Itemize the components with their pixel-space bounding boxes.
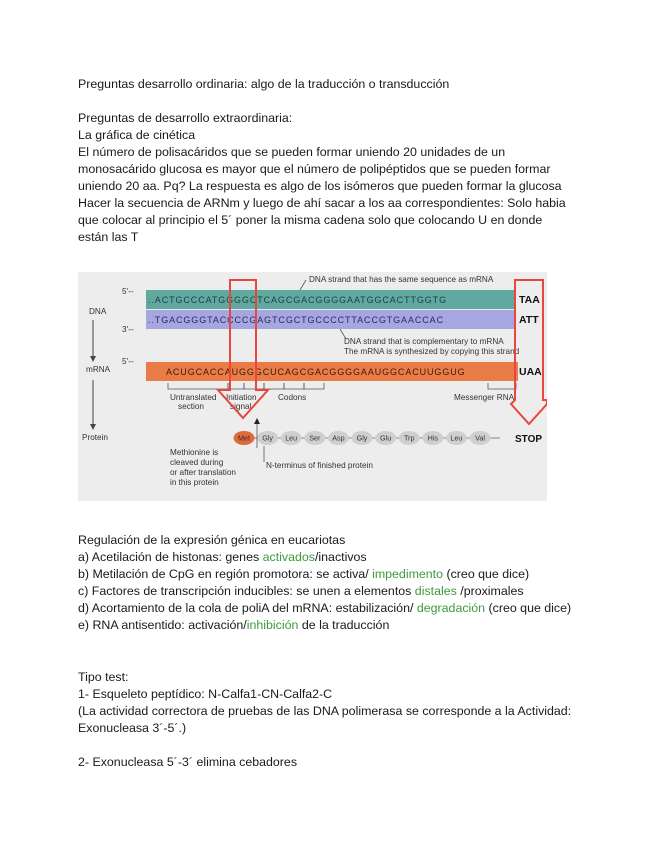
initiation-label: Initiation	[226, 393, 257, 402]
untranslated-label: Untranslated	[170, 393, 217, 402]
amino-acid-met-label: Met	[238, 433, 250, 443]
d-text: d) Acortamiento de la cola de poliA del mRNA: estabilización/	[78, 601, 417, 615]
methionine-note-4: in this protein	[170, 478, 219, 487]
regulacion-d	[78, 600, 573, 617]
polisacaridos-paragraph: El número de polisacáridos que se pueden formar uniendo 20 unidades de un monosacárido glucosa es mayor que el número de polipéptidos que se pueden formar uniendo 20 aa. Pq? La respuesta es algo de los isómeros que pueden formar la glucosa	[78, 145, 562, 193]
amino-acid-val-label: Val	[475, 433, 485, 443]
b-text-end: (creo que dice)	[443, 567, 530, 581]
e-text: e) RNA antisentido: activación/	[78, 618, 247, 632]
messenger-label: Messenger RNA	[454, 393, 515, 402]
n-terminus-note: N-terminus of finished protein	[266, 461, 373, 470]
regulacion-a	[78, 549, 573, 566]
c-text-end: /proximales	[456, 584, 524, 598]
three-prime-bottom: 3'--	[122, 325, 134, 334]
amino-acid-glu-label: Glu	[380, 433, 392, 443]
amino-acid-asp-label: Asp	[332, 433, 345, 443]
regulacion-e	[78, 617, 573, 634]
stop-mrna: UAA	[519, 366, 542, 378]
e-highlight: inhibición	[246, 618, 299, 632]
mrna-seq: ACUGCACCAUGGGCUCAGCGACGGGGAAUGGCACUUGGUG	[166, 367, 466, 377]
d-text-end: (creo que dice)	[485, 601, 572, 615]
a-text: a) Acetilación de histonas: genes	[78, 550, 263, 564]
ordinaria-line: Preguntas desarrollo ordinaria: algo de la traducción o transducción	[78, 77, 450, 91]
test-block	[78, 669, 573, 771]
test-q1-note: (La actividad correctora de pruebas de las DNA polimerasa se corresponde a la Actividad: Exonucleasa 3´-5´.)	[78, 704, 572, 735]
methionine-note-3: or after translation	[170, 468, 236, 477]
amino-acid-his-label: His	[427, 433, 438, 443]
amino-acid-chain	[234, 431, 491, 445]
mrna-label: mRNA	[86, 365, 111, 374]
amino-acid-gly-label: Gly	[262, 433, 273, 443]
d-highlight: degradación	[416, 601, 486, 615]
secuencia-paragraph: Hacer la secuencia de ARNm y luego de ahí sacar a los aa correspondientes: Solo habia que colocar al principio el 5´ poner la misma cadena solo que colocando U en donde están las T	[78, 196, 566, 244]
test-q2: 2- Exonucleasa 5´-3´ elimina cebadores	[78, 755, 298, 769]
translation-figure	[78, 272, 547, 501]
a-highlight: activados	[262, 550, 315, 564]
annot-synthesized: The mRNA is synthesized by copying this strand	[344, 347, 520, 356]
extra-heading: Preguntas de desarrollo extraordinaria:	[78, 111, 293, 125]
stop-label: STOP	[515, 434, 543, 445]
annot-complementary: DNA strand that is complementary to mRNA	[344, 337, 504, 346]
methionine-note-2: cleaved during	[170, 458, 224, 467]
top-strand-seq: ..ACTGCCCATGGGGCTCAGCGACGGGGAATGGCACTTGGTG	[148, 295, 447, 305]
amino-acid-leu-label: Leu	[285, 433, 298, 443]
c-text: c) Factores de transcripción inducibles: se unen a elementos	[78, 584, 415, 598]
regulacion-c	[78, 583, 573, 600]
b-text: b) Metilación de CpG en región promotora: se activa/	[78, 567, 373, 581]
methionine-note-1: Methionine is	[170, 448, 219, 457]
amino-acid-leu-label: Leu	[450, 433, 463, 443]
codons-label: Codons	[278, 393, 307, 402]
b-highlight: impedimento	[372, 567, 444, 581]
regulacion-block	[78, 532, 573, 634]
e-text-end: de la traducción	[298, 618, 390, 632]
stop-top: TAA	[519, 294, 540, 306]
a-text-end: /inactivos	[314, 550, 367, 564]
bottom-strand-seq: ..TGACGGGTACCCCGAGTCGCTGCCCCTTACCGTGAACCAC	[148, 315, 444, 325]
annot-same: DNA strand that has the same sequence as mRNA	[309, 275, 494, 284]
c-highlight: distales	[414, 584, 457, 598]
test-q1: 1- Esqueleto peptídico: N-Calfa1-CN-Calfa2-C	[78, 687, 333, 701]
regulacion-b	[78, 566, 573, 583]
signal-label: signal	[230, 402, 252, 411]
five-prime-top: 5'--	[122, 287, 134, 296]
amino-acid-gly-label: Gly	[356, 433, 368, 443]
intro-block	[78, 76, 573, 246]
section-label: section	[178, 402, 204, 411]
five-prime-mrna: 5'--	[122, 357, 134, 366]
dna-label: DNA	[89, 307, 107, 316]
translation-diagram	[78, 272, 547, 501]
stop-bottom: ATT	[519, 314, 539, 326]
protein-label: Protein	[82, 433, 108, 442]
amino-acid-ser-label: Ser	[309, 433, 321, 443]
grafica-line: La gráfica de cinética	[78, 128, 196, 142]
amino-acid-trp-label: Trp	[403, 433, 415, 443]
regulacion-heading: Regulación de la expresión génica en eucariotas	[78, 533, 346, 547]
test-heading: Tipo test:	[78, 670, 129, 684]
